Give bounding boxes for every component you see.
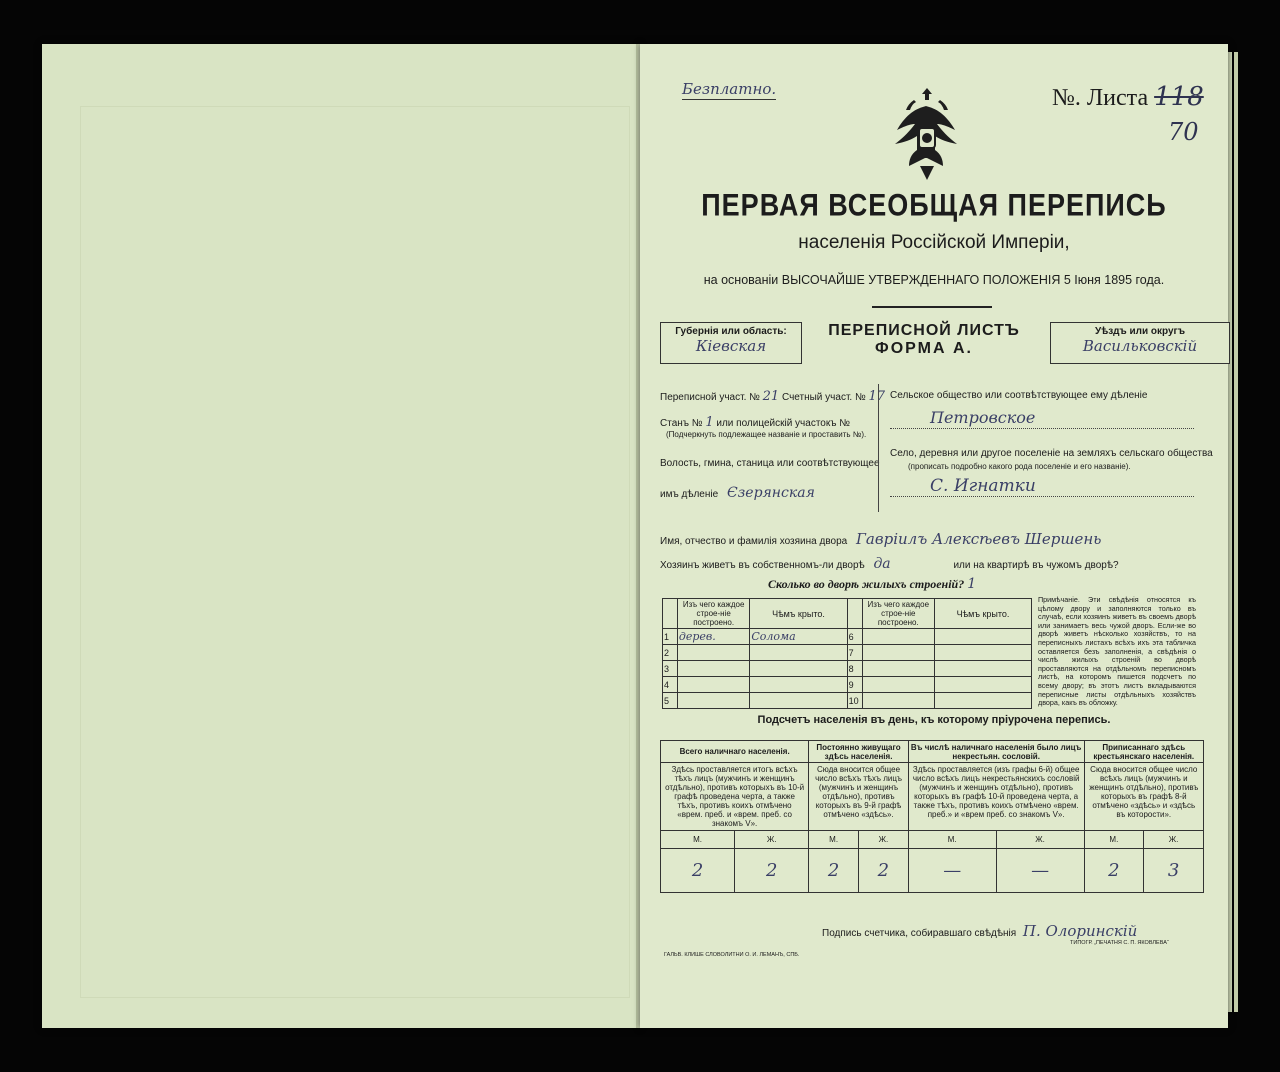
volost-field bbox=[660, 485, 815, 501]
census-form-page bbox=[640, 44, 1228, 1028]
row-material: дерев. bbox=[677, 629, 750, 645]
count-value: 2 bbox=[1084, 849, 1144, 893]
gubernia-box bbox=[660, 322, 802, 364]
signature-value: П. Олоринскій bbox=[1022, 922, 1138, 940]
sheet-number bbox=[1052, 82, 1204, 112]
table-row bbox=[663, 693, 1032, 709]
count-col-head: Въ числѣ наличнаго населенія было лицъ некрестьян. сословій. bbox=[908, 741, 1084, 763]
volost-value: Єзерянская bbox=[726, 485, 815, 501]
count-value: 2 bbox=[661, 849, 735, 893]
row-number: 9 bbox=[847, 677, 862, 693]
selo-note: (прописать подробно какого рода поселеніе и его названіе). bbox=[908, 462, 1131, 471]
count-value: 3 bbox=[1144, 849, 1204, 893]
own-yard-field bbox=[660, 556, 1119, 572]
row-number: 1 bbox=[663, 629, 678, 645]
female-label: Ж. bbox=[996, 831, 1084, 849]
count-value: — bbox=[908, 849, 996, 893]
selo-label: Село, деревня или другое поселеніе на земляхъ сельскаго общества bbox=[890, 448, 1213, 459]
count-col-head: Приписаннаго здѣсь крестьянскаго населенія. bbox=[1084, 741, 1203, 763]
count-title: Подсчетъ населенія въ день, къ которому пріурочена перепись. bbox=[757, 714, 1111, 726]
perepisnoy-value: 21 bbox=[762, 389, 780, 404]
row-number: 10 bbox=[847, 693, 862, 709]
owner-value: Гавріилъ Алексѣевъ Шершень bbox=[856, 530, 1102, 548]
row-number: 5 bbox=[663, 693, 678, 709]
perepisnoy-field bbox=[660, 389, 885, 404]
schetny-value: 17 bbox=[868, 389, 886, 404]
owner-label: Имя, отчество и фамилія хозяина двора bbox=[660, 536, 848, 547]
population-count-table bbox=[660, 740, 1204, 893]
volost-label: Волость, гмина, станица или соотвѣтствующее bbox=[660, 458, 880, 469]
sheet-number-label: №. Листа bbox=[1052, 85, 1149, 111]
female-label: Ж. bbox=[735, 831, 809, 849]
gubernia-label: Губернія или область: bbox=[675, 326, 787, 337]
gubernia-value: Кіевская bbox=[695, 337, 767, 355]
row-number: 3 bbox=[663, 661, 678, 677]
buildings-col-roof: Чѣмъ крыто. bbox=[750, 599, 847, 629]
row-number: 4 bbox=[663, 677, 678, 693]
title-divider bbox=[872, 306, 992, 308]
signature-field bbox=[822, 922, 1137, 940]
buildings-field bbox=[768, 576, 976, 592]
census-basis: на основаніи ВЫСОЧАЙШЕ УТВЕРЖДЕННАГО ПОЛОЖЕНІЯ 5 Іюня 1895 года. bbox=[703, 273, 1165, 287]
police-label: или полицейскій участокъ № bbox=[716, 418, 850, 429]
other-yard-label: или на квартирѣ въ чужомъ дворѣ? bbox=[953, 560, 1119, 571]
row-number: 6 bbox=[847, 629, 862, 645]
male-label: М. bbox=[809, 831, 859, 849]
table-row bbox=[663, 645, 1032, 661]
buildings-col-material-2: Изъ чего каждое строе-ніе построено. bbox=[862, 599, 935, 629]
uezd-label: Уѣздъ или округъ bbox=[1094, 326, 1186, 337]
selo-value: С. Игнатки bbox=[930, 476, 1036, 496]
stan-label: Станъ № bbox=[660, 418, 703, 429]
buildings-table bbox=[662, 598, 1032, 709]
selskoe-label: Сельское общество или соотвѣтствующее ему дѣленіе bbox=[890, 390, 1148, 401]
count-value: — bbox=[996, 849, 1084, 893]
count-col-desc: Сюда вносится общее число всѣхъ тѣхъ лицъ (мужчинъ и женщинъ отдѣльно), противъ которыхъ въ 9-й графѣ отмѣчено «здѣсь». bbox=[809, 763, 909, 831]
free-label: Безплатно. bbox=[682, 80, 777, 98]
form-title bbox=[800, 322, 1048, 358]
selskoe-line bbox=[890, 428, 1194, 429]
male-label: М. bbox=[1084, 831, 1144, 849]
count-value: 2 bbox=[859, 849, 909, 893]
buildings-value: 1 bbox=[967, 576, 977, 592]
table-row bbox=[663, 677, 1032, 693]
female-label: Ж. bbox=[859, 831, 909, 849]
census-subtitle: населенія Россійской Имперіи, bbox=[798, 232, 1070, 253]
table-row bbox=[663, 629, 1032, 645]
printer-right: ТИПОГР. „ПЕЧАТНЯ С. П. ЯКОВЛЕВА“ bbox=[1070, 940, 1169, 946]
form-title-line2: ФОРМА А. bbox=[875, 340, 973, 357]
field-block-divider bbox=[878, 384, 879, 512]
page-edge bbox=[1234, 52, 1238, 1012]
count-col-head: Постоянно живущаго здѣсь населенія. bbox=[809, 741, 909, 763]
volost-label-2: имъ дѣленіе bbox=[660, 489, 719, 500]
count-col-desc: Сюда вносится общее число всѣхъ лицъ (мужчинъ и женщинъ отдѣльно), противъ которыхъ въ графѣ 8-й отмѣчено «здѣсь» и «здѣсь въ которости». bbox=[1084, 763, 1203, 831]
own-yard-value: да bbox=[873, 556, 891, 572]
underline-note: (Подчеркнуть подлежащее названіе и проставить №). bbox=[666, 430, 867, 439]
row-roof: Солома bbox=[750, 629, 847, 645]
selskoe-value: Петровское bbox=[930, 408, 1036, 427]
left-page-frame bbox=[80, 106, 630, 998]
count-col-desc: Здѣсь проставляется (изъ графы 6-й) общее число всѣхъ лицъ некрестьянскихъ сословій (мужчинъ и женщинъ отдѣльно), противъ которыхъ въ графѣ 10-й проведена черта, а также тѣхъ, противъ коихъ отмѣчено «врем. преб.» и «врем преб. со знакомъ V». bbox=[908, 763, 1084, 831]
selo-line bbox=[890, 496, 1194, 497]
page-edge bbox=[1228, 52, 1232, 1012]
stan-field bbox=[660, 415, 850, 430]
sheet-number-new: 70 bbox=[1168, 118, 1199, 146]
sheet-number-old: 118 bbox=[1154, 82, 1204, 112]
buildings-note: Примѣчаніе. Эти свѣдѣнія относятся къ цѣлому двору и заполняются только въ случаѣ, если хозяинъ живетъ въ своемъ дворѣ или занимаетъ весь чужой дворъ. Если-же во дворѣ живетъ нѣсколько хозяйствъ, то на переписныхъ листахъ всѣхъ ихъ эта табличка оставляется безъ заполненія, а свѣдѣнія о числѣ жилыхъ строеній во дворѣ проставляются на отдѣльномъ переписномъ листѣ, на которомъ пишется подсчетъ по всему двору; въ этотъ листъ вкладываются переписные листы отдѣльныхъ хозяйствъ двора, какъ въ обложку. bbox=[1038, 595, 1196, 708]
table-row bbox=[663, 661, 1032, 677]
schetny-label: Счетный участ. № bbox=[781, 392, 866, 403]
uezd-box bbox=[1050, 322, 1230, 364]
buildings-label: Сколько во дворѣ жилыхъ строеній? bbox=[768, 577, 965, 591]
count-col-desc: Здѣсь проставляется итогъ всѣхъ тѣхъ лицъ (мужчинъ и женщинъ отдѣльно), противъ которыхъ въ 10-й графѣ проведена черта, а также тѣхъ, противъ коихъ отмѣчено «врем. преб. и «врем. преб. со знакомъ V». bbox=[661, 763, 809, 831]
row-number: 2 bbox=[663, 645, 678, 661]
stan-value: 1 bbox=[705, 415, 714, 430]
signature-label: Подпись счетчика, собиравшаго свѣдѣнія bbox=[822, 928, 1017, 939]
male-label: М. bbox=[908, 831, 996, 849]
printer-left: ГАЛЬВ. КЛИШЕ СЛОВОЛИТНИ О. И. ЛЕМАНЪ, СПБ. bbox=[664, 952, 800, 958]
count-value: 2 bbox=[735, 849, 809, 893]
own-yard-label: Хозяинъ живетъ въ собственномъ-ли дворѣ bbox=[660, 560, 865, 571]
perepisnoy-label: Переписной участ. № bbox=[660, 392, 760, 403]
female-label: Ж. bbox=[1144, 831, 1204, 849]
buildings-col-material: Изъ чего каждое строе-ніе построено. bbox=[677, 599, 750, 629]
form-title-line1: ПЕРЕПИСНОЙ ЛИСТЪ bbox=[828, 322, 1020, 339]
uezd-value: Васильковскій bbox=[1082, 337, 1198, 355]
count-value: 2 bbox=[809, 849, 859, 893]
census-main-title: ПЕРВАЯ ВСЕОБЩАЯ ПЕРЕПИСЬ bbox=[701, 187, 1167, 223]
owner-field bbox=[660, 530, 1101, 548]
row-number: 8 bbox=[847, 661, 862, 677]
double-headed-eagle-emblem bbox=[884, 80, 970, 190]
male-label: М. bbox=[661, 831, 735, 849]
count-col-head: Всего наличнаго населенія. bbox=[661, 741, 809, 763]
row-number: 7 bbox=[847, 645, 862, 661]
left-page-blank bbox=[42, 44, 640, 1028]
buildings-col-roof-2: Чѣмъ крыто. bbox=[935, 599, 1032, 629]
